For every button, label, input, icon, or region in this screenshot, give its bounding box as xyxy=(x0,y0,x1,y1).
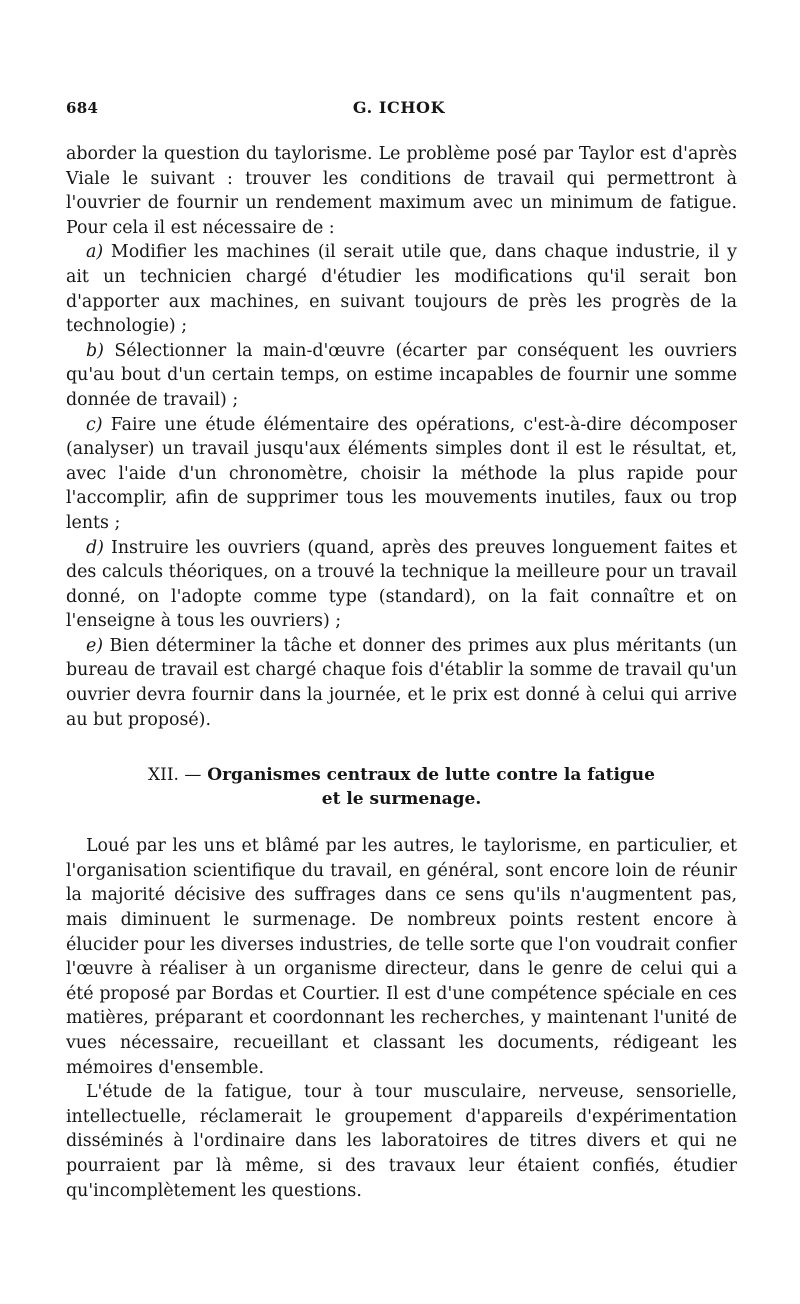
page-number: 684 xyxy=(66,99,99,117)
section-number: XII. — xyxy=(148,765,202,786)
running-head-author: G. ICHOK xyxy=(352,98,446,117)
item-text-c: Faire une étude élémentaire des opérations, c'est-à-dire décomposer (analyser) un travail jusqu'aux éléments simples dont il est le résultat, et, avec l'aide d'un chronomètre, choisir la méthode la plus rapide pour l'accomplir, afin de supprimer tous les mouvements inutiles, faux ou trop lents ; xyxy=(66,414,737,533)
page-header xyxy=(66,96,732,120)
item-letter-c: c) xyxy=(86,414,103,435)
item-text-a: Modifier les machines (il serait utile que, dans chaque industrie, il y ait un technicien chargé d'étudier les modifications qu'il serait bon d'apporter aux machines, en suivant toujours de près les progrès de la technologie) ; xyxy=(66,242,737,337)
item-text-b: Sélectionner la main-d'œuvre (écarter par conséquent les ouvriers qu'au bout d'un certain temps, on estime incapables de fournir une somme donnée de travail) ; xyxy=(66,340,737,410)
list-item-e xyxy=(66,634,737,732)
list-item-b xyxy=(66,339,737,413)
list-item-d xyxy=(66,536,737,634)
item-letter-e: e) xyxy=(86,635,104,656)
section-heading-line-1 xyxy=(66,763,737,787)
item-letter-a: a) xyxy=(86,242,104,263)
body-paragraph-1: Loué par les uns et blâmé par les autres, le taylorisme, en particulier, et l'organisation scientifique du travail, en général, sont encore loin de réunir la majorité décisive des suffrages dans ce sens qu'ils n'augmentent pas, mais diminuent le surmenage. De nombreux points restent encore à élucider pour les diverses industries, de telle sorte que l'on voudrait confier l'œuvre à réaliser à un organisme directeur, dans le genre de celui qui a été proposé par Bordas et Courtier. Il est d'une compétence spéciale en ces matières, préparant et coordonnant les recherches, y maintenant l'unité de vues nécessaire, recueillant et classant les documents, rédigeant les mémoires d'ensemble. xyxy=(66,836,737,1078)
section-title-line-2: et le surmenage. xyxy=(321,789,482,810)
item-text-d: Instruire les ouvriers (quand, après des preuves longuement faites et des calculs théoriques, on a trouvé la technique la meilleure pour un travail donné, on l'adopte comme type (standard), on la fait connaître et on l'enseigne à tous les ouvriers) ; xyxy=(66,537,738,632)
body-paragraph-2: L'étude de la fatigue, tour à tour musculaire, nerveuse, sensorielle, intellectuelle, réclamerait le groupement d'appareils d'expérimentation disséminés à l'ordinaire dans les laboratoires de titres divers et qui ne pourraient par là même, si des travaux leur étaient confiés, étudier qu'incomplètement les questions. xyxy=(66,1082,737,1201)
item-letter-b: b) xyxy=(86,340,104,361)
intro-paragraph: aborder la question du taylorisme. Le problème posé par Taylor est d'après Viale le suivant : trouver les conditions de travail qui permettront à l'ouvrier de fournir un rendement maximum avec un minimum de fatigue. Pour cela il est nécessaire de : xyxy=(66,144,737,238)
list-item-c xyxy=(66,413,737,536)
page-body xyxy=(66,142,737,1203)
list-item-a xyxy=(66,240,737,338)
item-letter-d: d) xyxy=(86,537,104,558)
section-title-line-1: Organismes centraux de lutte contre la fatigue xyxy=(207,765,655,786)
item-text-e: Bien déterminer la tâche et donner des primes aux plus méritants (un bureau de travail est chargé chaque fois d'établir la somme de travail qu'un ouvrier devra fournir dans la journée, et le prix est donné à celui qui arrive au but proposé). xyxy=(66,635,737,730)
section-heading xyxy=(66,763,737,811)
